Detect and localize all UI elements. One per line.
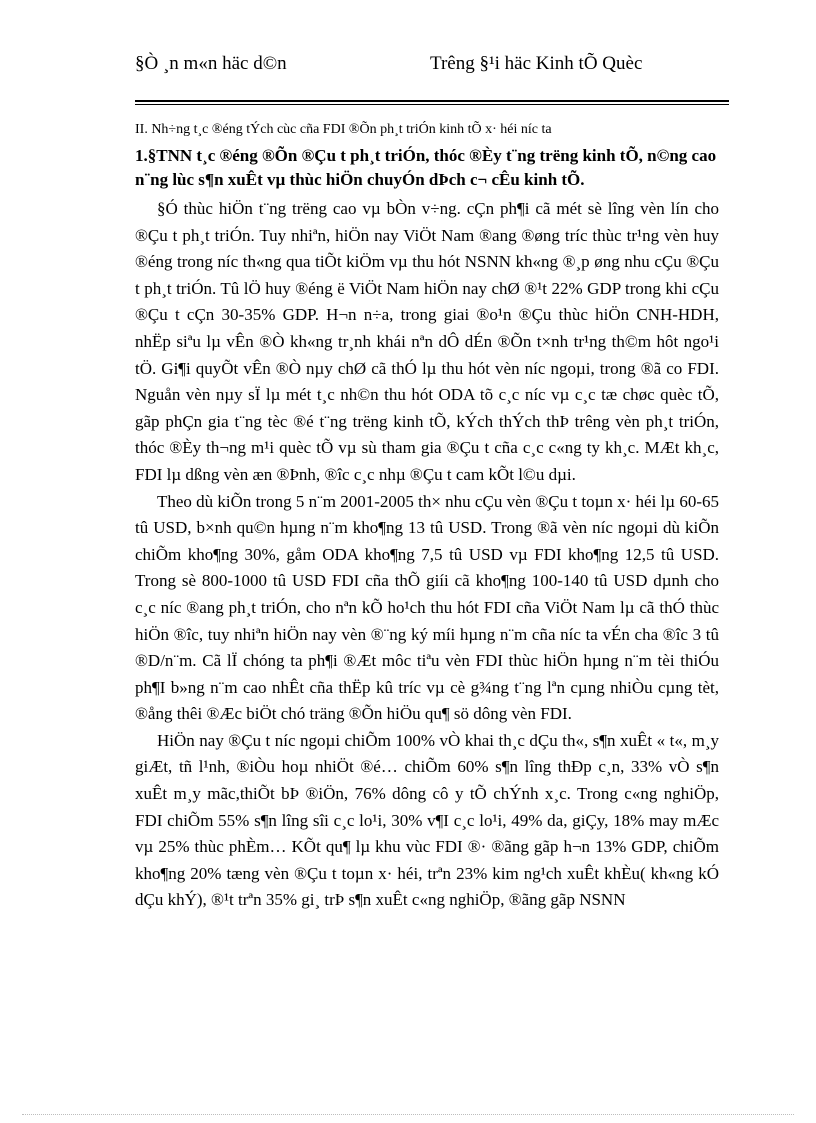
page-bottom-dotted-line: [22, 1114, 794, 1115]
header-rule-thick: [135, 100, 729, 102]
paragraph-3: HiÖn nay ®Çu t níc ngoµi chiÕm 100% vÒ khai th¸c dÇu th«, s¶n xuÊt « t«, m¸y giÆt, tñ l¹nh, ®iÒu hoµ nhiÖt ®é… chiÕm 60% s¶n lîng thÐp c¸n, 33% vÒ s¶n xuÊt m¸y mãc,thiÕt bÞ ®iÖn, 76% dông cô y tÕ chÝnh x¸c. Trong c«ng nghiÖp, FDI chiÕm 55% s¶n lîng sîi c¸c lo¹i, 30% v¶I c¸c lo¹i, 49% da, giÇy, 18% may mÆc vµ 25% thùc phÈm… KÕt qu¶ lµ khu vùc FDI ®· ®ãng gãp h¬n 13% GDP, chiÕm kho¶ng 20% tæng vèn ®Çu t toµn x· héi, trªn 23% kim ng¹ch xuÊt khÈu( kh«ng kÓ dÇu khÝ), ®¹t trªn 35% gi¸ trÞ s¶n xuÊt c«ng nghiÖp, ®ãng gãp NSNN: [135, 730, 719, 910]
subheading: 1.§TNN t¸c ®éng ®Õn ®Çu t ph¸t triÓn, thóc ®Èy t¨ng trëng kinh tÕ, n©ng cao n¨ng lùc s¶n xuÊt vµ thùc hiÖn chuyÓn dÞch c¬ cÊu kinh tÕ.: [135, 146, 717, 189]
header-right-text: Trêng §¹i häc Kinh tÕ Quèc: [430, 53, 643, 74]
document-body: [135, 120, 719, 914]
paragraph-1: §Ó thùc hiÖn t¨ng trëng cao vµ bÒn v÷ng. cÇn ph¶i cã mét sè lîng vèn lín cho ®Çu t ph¸t triÓn. Tuy nhiªn, hiÖn nay ViÖt Nam ®ang ®øng tríc thùc tr¹ng vèn huy ®éng trong níc th«ng qua tiÕt kiÖm vµ thu hót NSNN kh«ng ®¸p øng nhu cÇu ®Çu t ph¸t triÓn. Tû lÖ huy ®éng ë ViÖt Nam hiÖn nay chØ ®¹t 22% GDP trong khi cÇu ®Çu t cÇn 30-35% GDP. H¬n n÷a, trong giai ®o¹n ®Çu thùc hiÖn CNH-HDH, nhËp siªu lµ vÊn ®Ò kh«ng tr¸nh khái nªn dÔ dÉn ®Õn t×nh tr¹ng th©m hôt ngo¹i tÖ. Gi¶i quyÕt vÊn ®Ò nµy chØ cã thÓ lµ thu hót vèn níc ngoµi, trong ®ã co FDI. Nguån vèn nµy sÏ lµ mét t¸c nh©n thu hót ODA tõ c¸c níc vµ c¸c tæ chøc quèc tÕ, gãp phÇn gia t¨ng tèc ®é t¨ng trëng kinh tÕ, kÝch thÝch thÞ trêng vèn ph¸t triÓn, thóc ®Èy th¬ng m¹i quèc tÕ vµ sù tham gia ®Çu t cña c¸c c«ng ty kh¸c. MÆt kh¸c, FDI lµ dßng vèn æn ®Þnh, ®îc c¸c nhµ ®Çu t cam kÕt l©u dµi.: [135, 199, 719, 484]
header-rule-thin: [135, 104, 729, 105]
section-title: II. Nh÷ng t¸c ®éng tÝch cùc cña FDI ®Õn ph¸t triÓn kinh tÕ x· héi níc ta: [135, 122, 552, 137]
paragraph-2: Theo dù kiÕn trong 5 n¨m 2001-2005 th× nhu cÇu vèn ®Çu t toµn x· héi lµ 60-65 tû USD, b×nh qu©n hµng n¨m kho¶ng 13 tû USD. Trong ®ã vèn níc ngoµi dù kiÕn chiÕm kho¶ng 30%, gåm ODA kho¶ng 7,5 tû USD vµ FDI kho¶ng 12,5 tû USD. Trong sè 800-1000 tû USD FDI cña thÕ giíi cã kho¶ng 100-140 tû USD dµnh cho c¸c níc ®ang ph¸t triÓn, cho nªn kÕ ho¹ch thu hót FDI cña ViÖt Nam lµ cã thÓ thùc hiÖn ®îc, tuy nhiªn hiÖn nay vèn ®¨ng ký míi hµng n¨m cña níc ta vÉn cha ®îc 3 tû ®D/n¨m. Cã lÏ chóng ta ph¶i ®Æt môc tiªu vèn FDI thùc hiÖn hµng n¨m tèi thiÓu ph¶I b»ng n¨m cao nhÊt cña thËp kû tríc vµ cè g¾ng t¨ng lªn cµng nhiÒu cµng tèt, ®ång thêi ®Æc biÖt chó träng ®Õn hiÖu qu¶ sö dông vèn FDI.: [135, 491, 719, 724]
header-left-text: §Ò ¸n m«n häc d©n: [135, 53, 287, 74]
